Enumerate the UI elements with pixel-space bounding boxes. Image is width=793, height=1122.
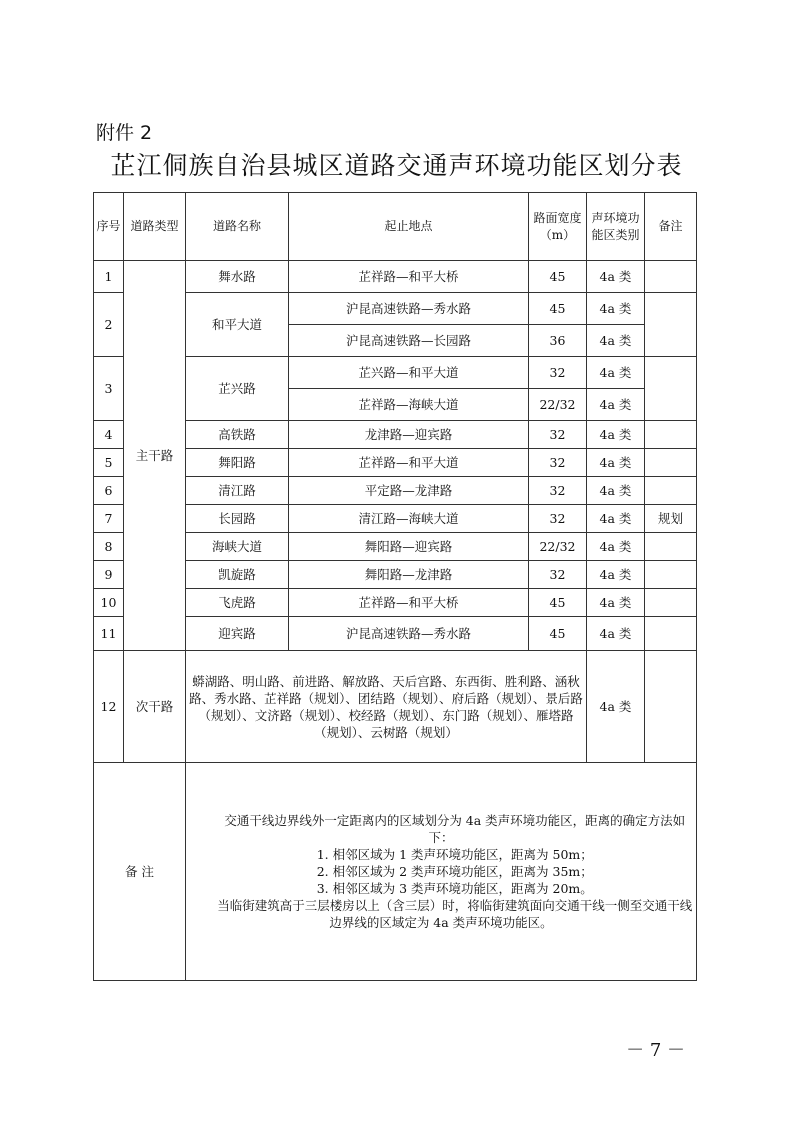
zone-class: 4a 类 — [587, 357, 645, 389]
zone-class: 4a 类 — [587, 589, 645, 617]
zone-class: 4a 类 — [587, 261, 645, 293]
secondary-roads-list: 蟒湖路、明山路、前进路、解放路、天后宫路、东西街、胜利路、涵秋路、秀水路、芷祥路（规划）、团结路（规划）、府后路（规划）、景后路（规划）、文济路（规划）、校经路（规划）、东门路（规划）、雁塔路（规划）、云树路（规划） — [186, 651, 587, 763]
road-span: 芷祥路—和平大桥 — [289, 261, 529, 293]
row-note: 规划 — [645, 505, 697, 533]
road-span: 芷兴路—和平大道 — [289, 357, 529, 389]
row-no: 4 — [94, 421, 124, 449]
header-type: 道路类型 — [124, 193, 186, 261]
zone-class: 4a 类 — [587, 651, 645, 763]
row-no: 11 — [94, 617, 124, 651]
header-span: 起止地点 — [289, 193, 529, 261]
row-note — [645, 533, 697, 561]
road-name: 舞水路 — [186, 261, 289, 293]
road-name: 清江路 — [186, 477, 289, 505]
header-note: 备注 — [645, 193, 697, 261]
remarks-row — [94, 763, 697, 981]
remarks-item: 1. 相邻区域为 1 类声环境功能区，距离为 50m； — [316, 847, 593, 862]
row-no: 5 — [94, 449, 124, 477]
row-note — [645, 617, 697, 651]
zone-class: 4a 类 — [587, 293, 645, 325]
road-name: 迎宾路 — [186, 617, 289, 651]
remarks-closing: 当临街建筑高于三层楼房以上（含三层）时，将临街建筑面向交通干线一侧至交通干线边界线的区域定为 4a 类声环境功能区。 — [217, 898, 693, 930]
road-name: 芷兴路 — [186, 357, 289, 421]
road-span: 芷祥路—和平大道 — [289, 449, 529, 477]
road-type-main: 主干路 — [124, 261, 186, 651]
zone-class: 4a 类 — [587, 389, 645, 421]
road-span: 舞阳路—迎宾路 — [289, 533, 529, 561]
road-span: 芷祥路—海峡大道 — [289, 389, 529, 421]
row-note — [645, 261, 697, 293]
row-no: 2 — [94, 293, 124, 357]
road-width: 32 — [529, 421, 587, 449]
road-span: 沪昆高速铁路—长园路 — [289, 325, 529, 357]
page-number: － 7 － — [626, 1040, 685, 1061]
road-name: 舞阳路 — [186, 449, 289, 477]
road-name: 高铁路 — [186, 421, 289, 449]
row-no: 7 — [94, 505, 124, 533]
row-note — [645, 561, 697, 589]
row-no: 8 — [94, 533, 124, 561]
header-row — [94, 193, 697, 261]
road-width: 45 — [529, 617, 587, 651]
remarks-item: 3. 相邻区域为 3 类声环境功能区，距离为 20m。 — [316, 881, 593, 896]
zone-class: 4a 类 — [587, 505, 645, 533]
header-no: 序号 — [94, 193, 124, 261]
road-span: 清江路—海峡大道 — [289, 505, 529, 533]
remarks-item: 2. 相邻区域为 2 类声环境功能区，距离为 35m； — [316, 864, 593, 879]
road-width: 45 — [529, 589, 587, 617]
zone-class: 4a 类 — [587, 617, 645, 651]
row-no: 6 — [94, 477, 124, 505]
road-width: 22/32 — [529, 389, 587, 421]
table-row-secondary — [94, 651, 697, 763]
road-span: 沪昆高速铁路—秀水路 — [289, 293, 529, 325]
row-no: 3 — [94, 357, 124, 421]
header-zone: 声环境功能区类别 — [587, 193, 645, 261]
road-span: 沪昆高速铁路—秀水路 — [289, 617, 529, 651]
road-span: 芷祥路—和平大桥 — [289, 589, 529, 617]
row-note — [645, 589, 697, 617]
header-width: 路面宽度（m） — [529, 193, 587, 261]
road-width: 22/32 — [529, 533, 587, 561]
road-span: 舞阳路—龙津路 — [289, 561, 529, 589]
zone-class: 4a 类 — [587, 533, 645, 561]
header-name: 道路名称 — [186, 193, 289, 261]
row-note — [645, 651, 697, 763]
row-note — [645, 449, 697, 477]
attachment-label: 附件 2 — [96, 122, 153, 144]
road-name: 凯旋路 — [186, 561, 289, 589]
row-no: 10 — [94, 589, 124, 617]
road-span: 龙津路—迎宾路 — [289, 421, 529, 449]
zone-class: 4a 类 — [587, 561, 645, 589]
document-title: 芷江侗族自治县城区道路交通声环境功能区划分表 — [110, 151, 683, 180]
road-width: 32 — [529, 357, 587, 389]
road-name: 和平大道 — [186, 293, 289, 357]
remarks-label: 备 注 — [94, 763, 186, 981]
zone-class: 4a 类 — [587, 477, 645, 505]
row-note — [645, 477, 697, 505]
road-span: 平定路—龙津路 — [289, 477, 529, 505]
road-name: 飞虎路 — [186, 589, 289, 617]
road-name: 海峡大道 — [186, 533, 289, 561]
row-no: 9 — [94, 561, 124, 589]
road-width: 45 — [529, 261, 587, 293]
table-row — [94, 261, 697, 293]
road-width: 32 — [529, 449, 587, 477]
remarks-body — [186, 763, 697, 981]
road-width: 45 — [529, 293, 587, 325]
road-width: 32 — [529, 477, 587, 505]
row-no: 12 — [94, 651, 124, 763]
zone-class: 4a 类 — [587, 449, 645, 477]
road-type-secondary: 次干路 — [124, 651, 186, 763]
zone-class: 4a 类 — [587, 421, 645, 449]
road-width: 32 — [529, 561, 587, 589]
zone-class: 4a 类 — [587, 325, 645, 357]
zoning-table — [93, 192, 697, 981]
road-name: 长园路 — [186, 505, 289, 533]
row-no: 1 — [94, 261, 124, 293]
row-note — [645, 421, 697, 449]
remarks-intro: 交通干线边界线外一定距离内的区域划分为 4a 类声环境功能区，距离的确定方法如下： — [224, 813, 686, 845]
road-width: 36 — [529, 325, 587, 357]
road-width: 32 — [529, 505, 587, 533]
row-note — [645, 357, 697, 421]
row-note — [645, 293, 697, 357]
